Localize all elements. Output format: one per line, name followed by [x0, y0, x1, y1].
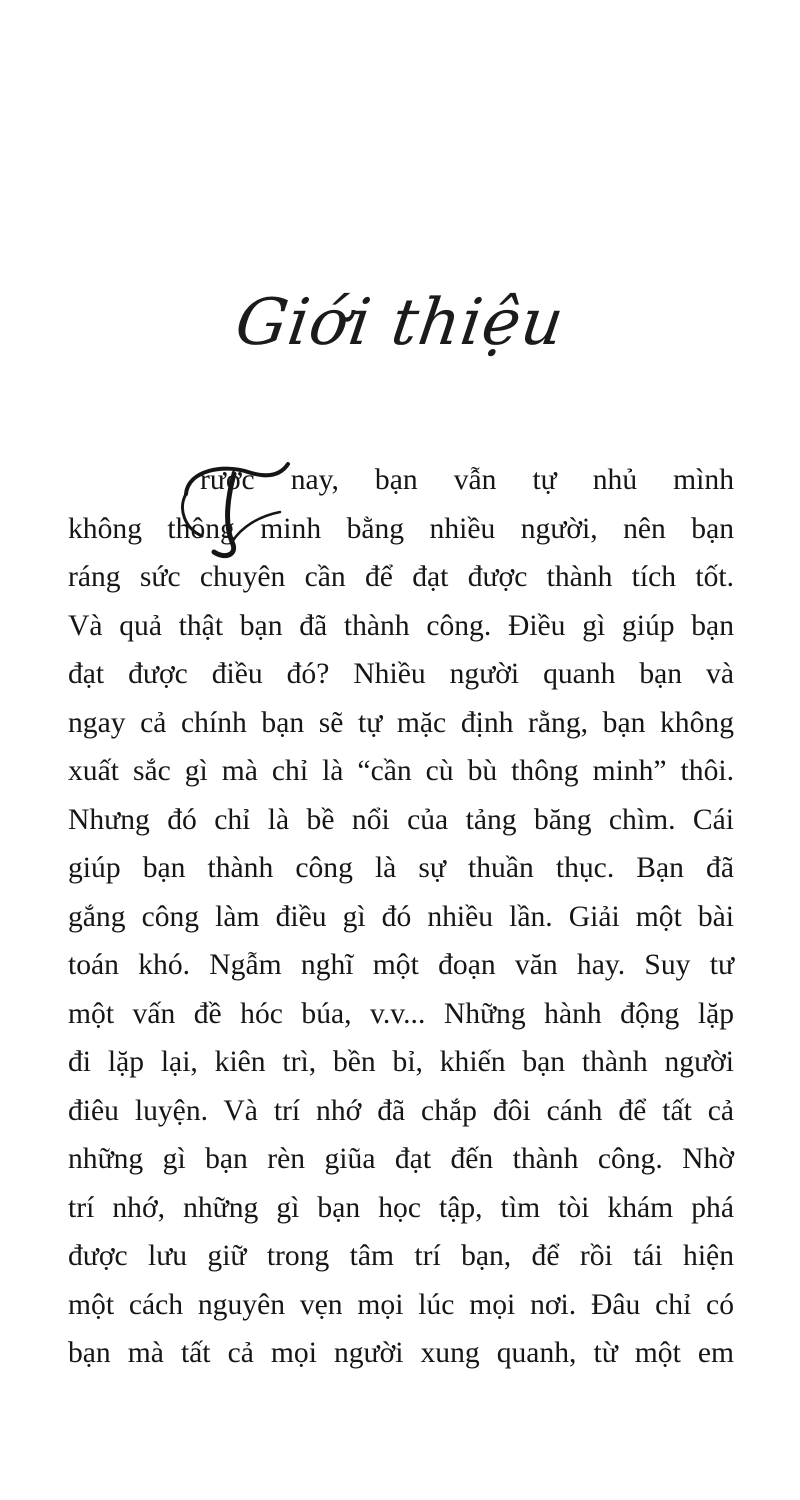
- text-line: không thông minh bằng nhiều người, nên bạn: [68, 512, 734, 545]
- text-line: bạn mà tất cả mọi người xung quanh, từ một em: [68, 1337, 734, 1369]
- text-line: Và quả thật bạn đã thành công. Điều gì giúp bạn: [68, 609, 734, 642]
- text-line: điêu luyện. Và trí nhớ đã chắp đôi cánh để tất cả: [68, 1094, 734, 1127]
- text-line: Nhưng đó chỉ là bề nổi của tảng băng chìm. Cái: [68, 803, 734, 836]
- text-line: đi lặp lại, kiên trì, bền bỉ, khiến bạn thành người: [68, 1046, 734, 1078]
- text-line: đạt được điều đó? Nhiều người quanh bạn và: [68, 658, 734, 690]
- text-line: trí nhớ, những gì bạn học tập, tìm tòi khám phá: [68, 1191, 734, 1224]
- text-line: một cách nguyên vẹn mọi lúc mọi nơi. Đâu chỉ có: [68, 1288, 734, 1321]
- chapter-title: Giới thiệu: [231, 286, 569, 360]
- text-line: những gì bạn rèn giũa đạt đến thành công. Nhờ: [68, 1143, 734, 1175]
- text-line: xuất sắc gì mà chỉ là “cần cù bù thông minh” thôi.: [68, 755, 734, 787]
- text-line: ngay cả chính bạn sẽ tự mặc định rằng, bạn không: [68, 706, 734, 739]
- text-line: được lưu giữ trong tâm trí bạn, để rồi tái hiện: [68, 1240, 734, 1272]
- text-line: giúp bạn thành công là sự thuần thục. Bạn đã: [68, 852, 734, 884]
- text-line: ráng sức chuyên cần để đạt được thành tích tốt.: [68, 561, 734, 593]
- text-line: một vấn đề hóc búa, v.v... Những hành động lặp: [68, 997, 734, 1030]
- text-line: rước nay, bạn vẫn tự nhủ mình: [200, 464, 734, 496]
- text-line: toán khó. Ngẫm nghĩ một đoạn văn hay. Suy tư: [68, 949, 734, 981]
- intro-paragraph: [68, 456, 734, 1378]
- text-line: gắng công làm điều gì đó nhiều lần. Giải một bài: [68, 900, 734, 933]
